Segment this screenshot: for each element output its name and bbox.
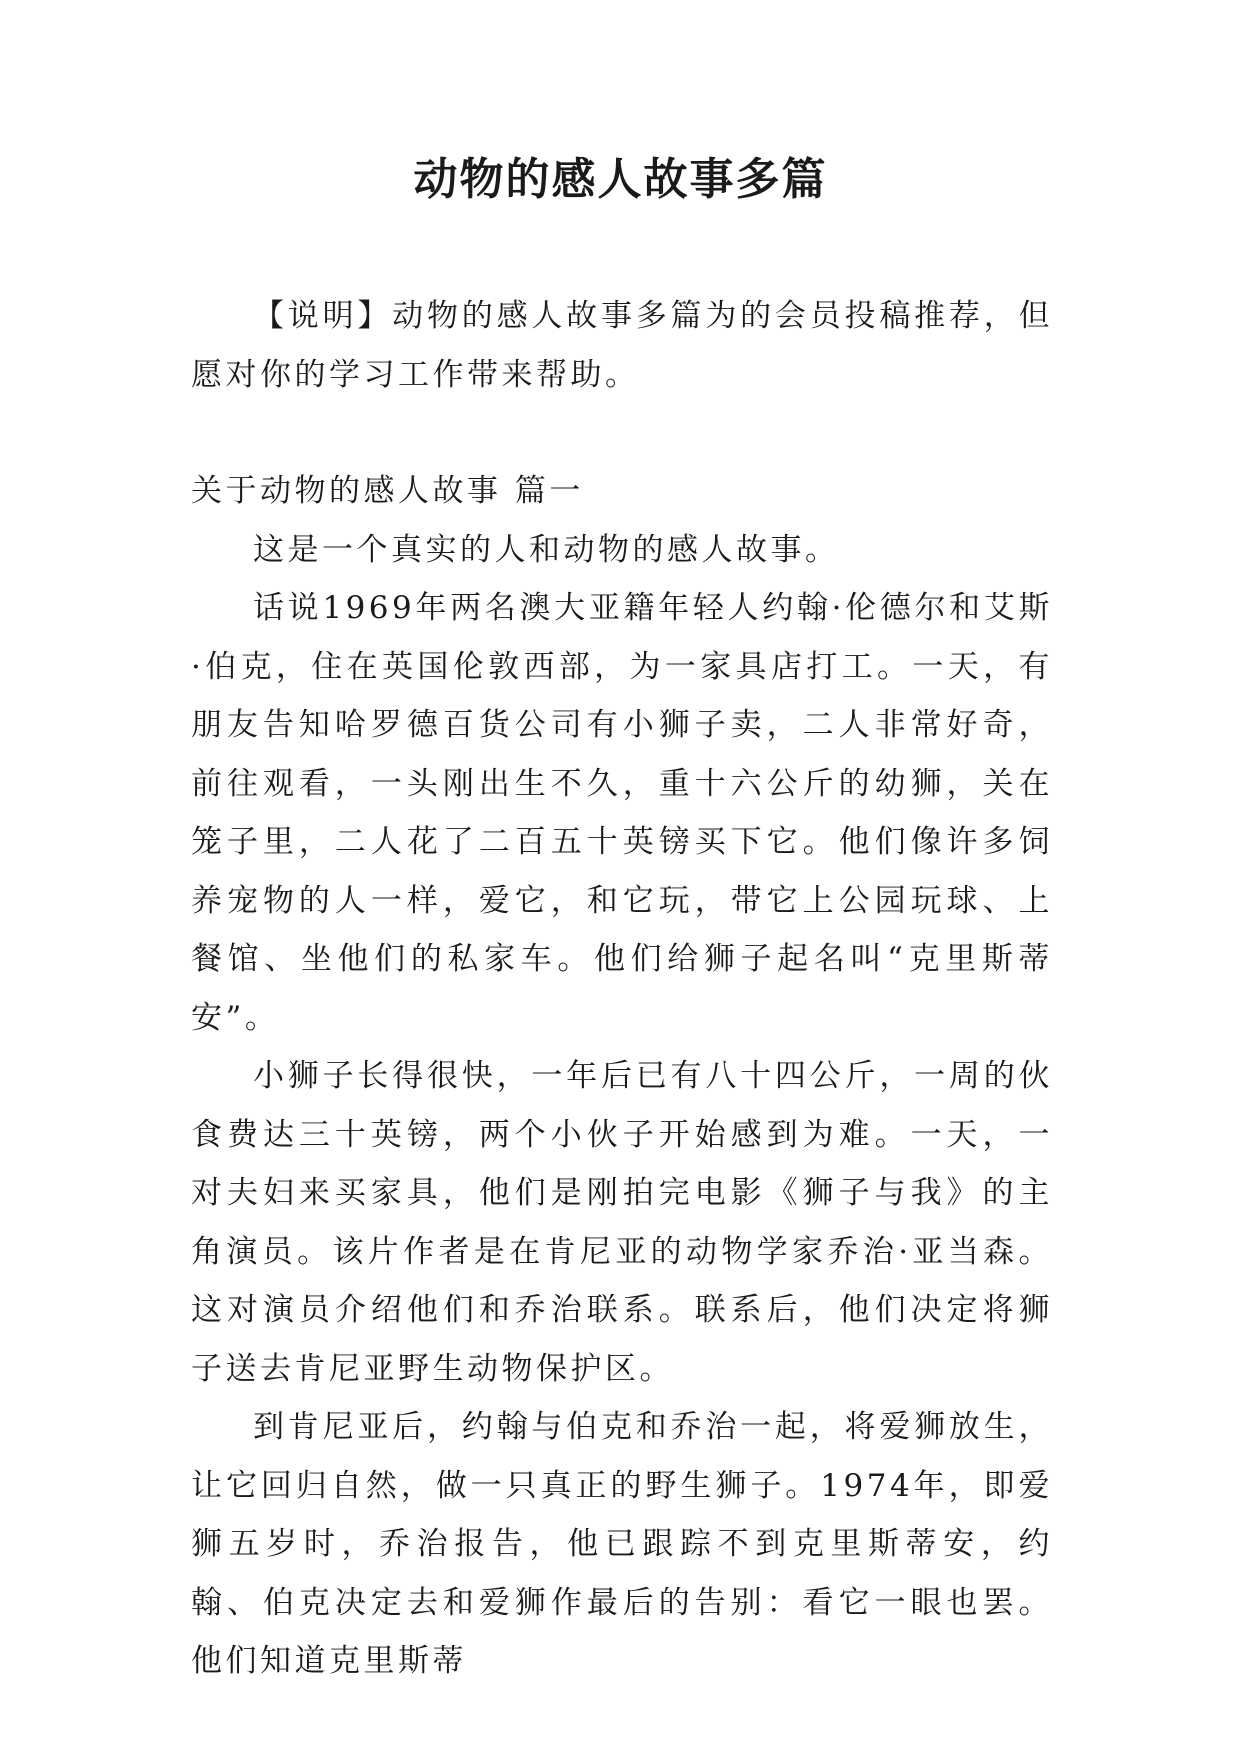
body-paragraph-4: 到肯尼亚后，约翰与伯克和乔治一起，将爱狮放生，让它回归自然，做一只真正的野生狮子。1974年，即爱狮五岁时，乔治报告，他已跟踪不到克里斯蒂安，约翰、伯克决定去和爱狮作最后的告别：看它一眼也罢。他们知道克里斯蒂 <box>191 1409 1053 1679</box>
document-title: 动物的感人故事多篇 <box>413 154 828 205</box>
section-heading: 关于动物的感人故事 篇一 <box>191 473 584 509</box>
body-paragraph-2: 话说1969年两名澳大亚籍年轻人约翰·伦德尔和艾斯·伯克，住在英国伦敦西部，为一家具店打工。一天，有朋友告知哈罗德百货公司有小狮子卖，二人非常好奇，前往观看，一头刚出生不久，重十六公斤的幼狮，关在笼子里，二人花了二百五十英镑买下它。他们像许多饲养宠物的人一样，爱它，和它玩，带它上公园玩球、上餐馆、坐他们的私家车。他们给狮子起名叫“克里斯蒂安”。 <box>191 590 1053 1036</box>
body-paragraph-1: 这是一个真实的人和动物的感人故事。 <box>253 531 840 568</box>
section-spacer <box>191 404 1053 462</box>
document-body <box>191 287 1053 1691</box>
intro-paragraph: 【说明】动物的感人故事多篇为的会员投稿推荐，但愿对你的学习工作带来帮助。 <box>191 298 1053 393</box>
body-paragraph-3: 小狮子长得很快，一年后已有八十四公斤，一周的伙食费达三十英镑，两个小伙子开始感到为难。一天，一对夫妇来买家具，他们是刚拍完电影《狮子与我》的主角演员。该片作者是在肯尼亚的动物学家乔治·亚当森。这对演员介绍他们和乔治联系。联系后，他们决定将狮子送去肯尼亚野生动物保护区。 <box>191 1058 1053 1387</box>
